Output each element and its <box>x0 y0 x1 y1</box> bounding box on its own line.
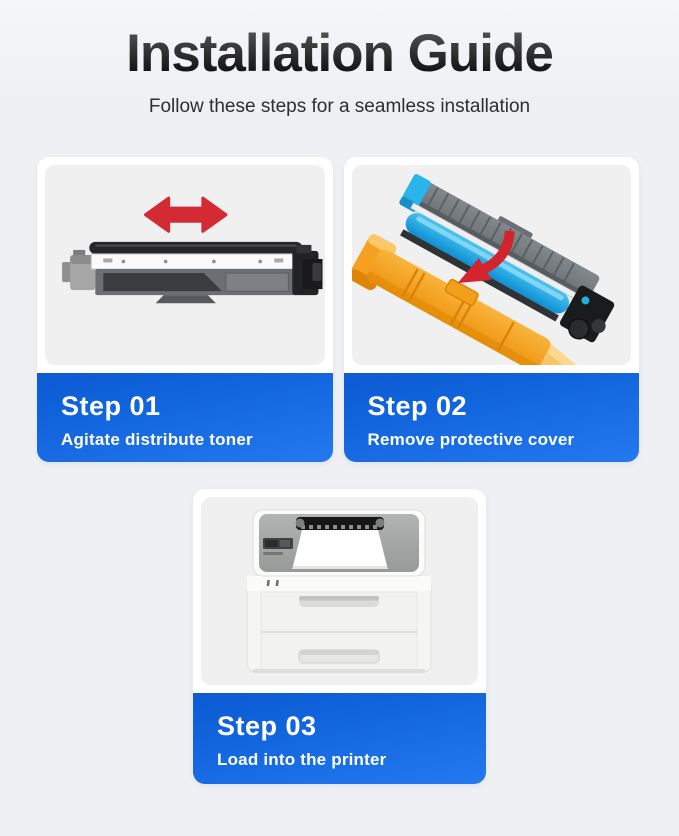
step-02-caption <box>344 373 640 462</box>
step-card-01 <box>37 157 333 462</box>
page-subtitle: Follow these steps for a seamless installation <box>148 96 531 118</box>
step-card-02 <box>344 157 640 462</box>
toner-cartridge-shake-icon <box>45 165 325 365</box>
laser-printer-icon <box>201 497 478 685</box>
toner-remove-cover-icon <box>352 165 632 365</box>
step-03-description: Load into the printer <box>217 750 387 770</box>
step-01-illustration-panel <box>45 165 325 365</box>
step-card-03 <box>193 489 486 784</box>
step-02-description: Remove protective cover <box>367 430 575 450</box>
header <box>0 0 679 118</box>
step-01-description: Agitate distribute toner <box>61 430 253 450</box>
page-title: Installation Guide <box>0 24 679 83</box>
step-01-label: Step 01 <box>61 391 161 422</box>
step-01-caption <box>37 373 333 462</box>
steps-grid <box>37 157 639 462</box>
step-03-label: Step 03 <box>217 711 317 742</box>
step-03-caption <box>193 693 486 784</box>
black-toner-cartridge <box>62 242 322 303</box>
shake-arrow-icon <box>146 198 226 231</box>
step-03-illustration-panel <box>201 497 478 685</box>
step-02-illustration-panel <box>352 165 632 365</box>
step-02-label: Step 02 <box>367 391 468 422</box>
